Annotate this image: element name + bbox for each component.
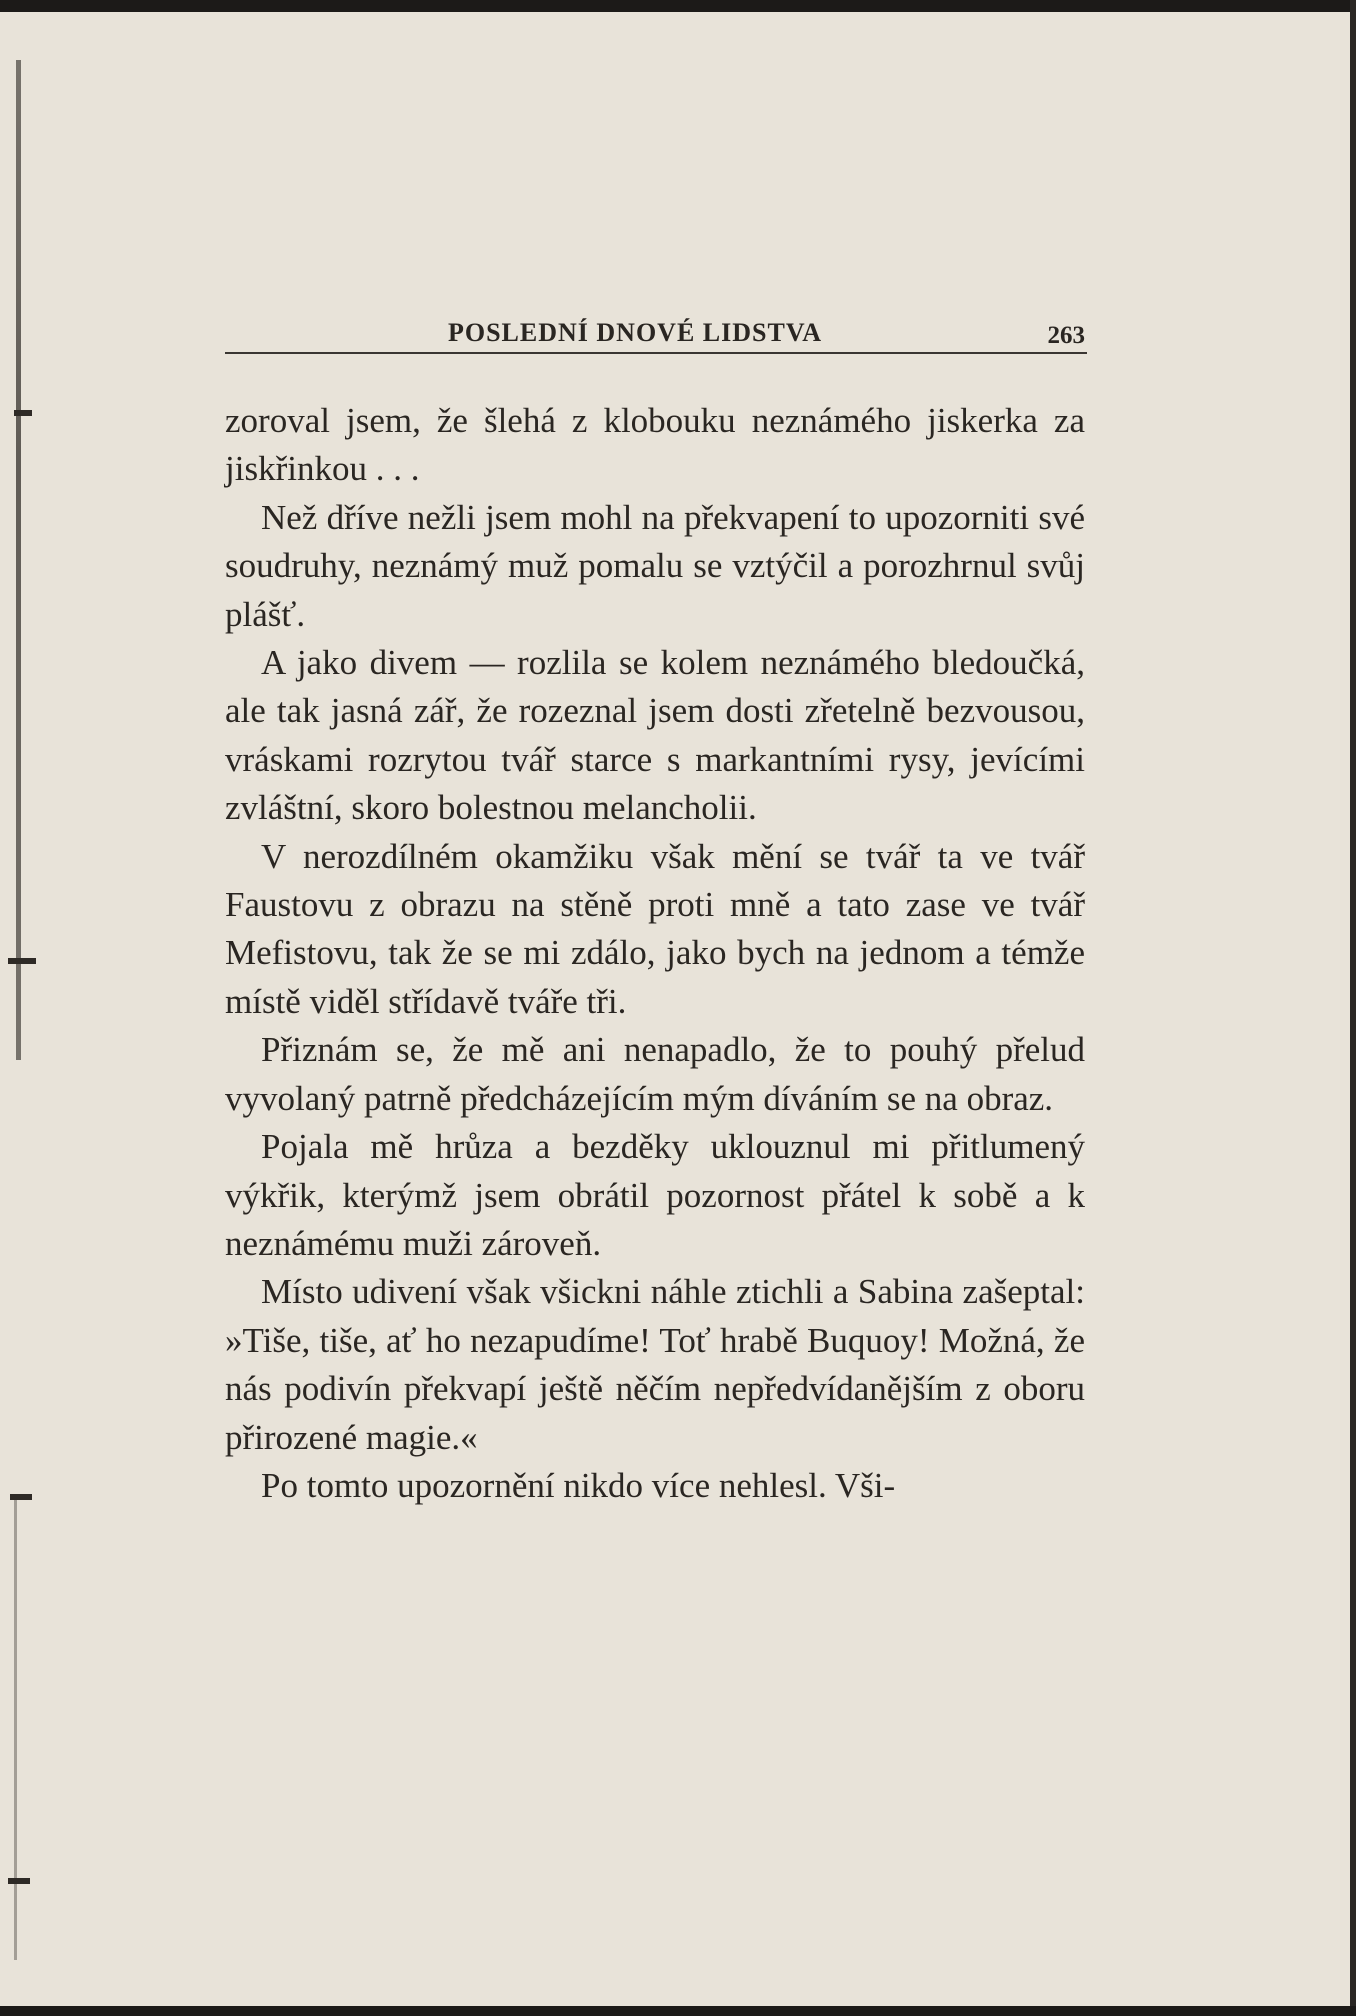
paragraph: A jako divem — rozlila se kolem neznámého bledoučká, ale tak jasná zář, že rozeznal jsem dosti zřetelně bezvousou, vráskami rozrytou tvář starce s markantními rysy, jevícími zvláštní, skoro bolestnou melancholii. [225,643,1085,828]
gutter-mark [8,958,36,964]
paragraph: Přiznám se, že mě ani nenapadlo, že to pouhý přelud vyvolaný patrně předcházejícím mým díváním se na obraz. [225,1030,1085,1118]
running-title: POSLEDNÍ DNOVÉ LIDSTVA [447,318,823,347]
binding-gutter-lower [14,1500,17,1960]
paragraph: Pojala mě hrůza a bezděky uklouznul mi přitlumený výkřik, kterýmž jsem obrátil pozornost přátel k sobě a k neznámému muži zároveň. [225,1127,1085,1263]
book-page [225,300,1085,1510]
scan-right-edge [1350,0,1356,2016]
paragraph: V nerozdílném okamžiku však mění se tvář ta ve tvář Faustovu z obrazu na stěně proti mně a tato zase ve tvář Mefistovu, tak že se mi zdálo, jako bych na jednom a témže místě viděl střídavě tváře tři. [225,836,1085,1021]
scan-bottom-edge [0,2006,1356,2016]
gutter-mark [8,1878,30,1884]
page-number: 263 [1047,322,1085,349]
body-text [225,397,1085,1510]
paragraph: Po tomto upozornění nikdo více nehlesl. Vši- [261,1465,896,1505]
header-rule [225,352,1087,354]
binding-gutter [16,60,21,1060]
paragraph: Než dříve nežli jsem mohl na překvapení to upozorniti své soudruhy, neznámý muž pomalu se vztýčil a porozhrnul svůj plášť. [225,497,1085,634]
paragraph: zoroval jsem, že šlehá z klobouku neznámého jiskerka za jiskřinkou . . . [225,401,1085,489]
scan-top-edge [0,0,1356,12]
gutter-mark [10,1494,32,1500]
running-head [225,300,1085,352]
gutter-mark [14,410,32,416]
paragraph: Místo udivení však všickni náhle ztichli a Sabina zašeptal: »Tiše, tiše, ať ho nezapudíme! Toť hrabě Buquoy! Možná, že nás podivín překvapí ještě něčím nepředvídanějším z oboru přirozené magie.« [225,1272,1085,1457]
